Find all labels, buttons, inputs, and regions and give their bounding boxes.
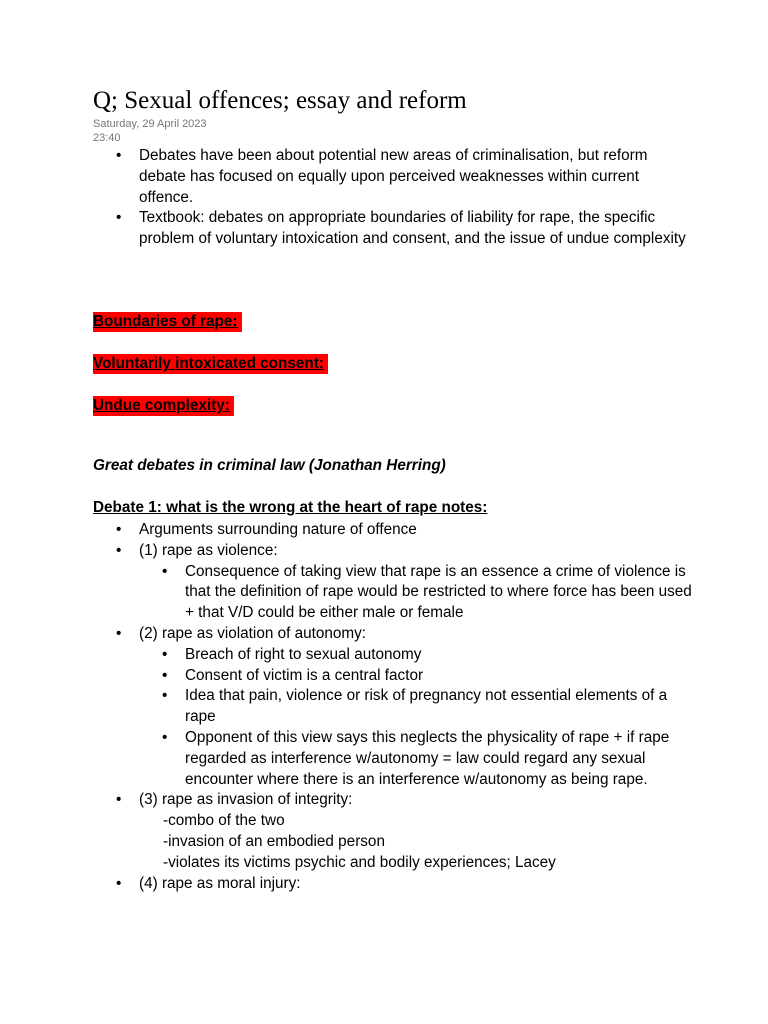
book-heading: Great debates in criminal law (Jonathan Herring): [93, 457, 446, 474]
heading-intoxicated-consent: Voluntarily intoxicated consent:: [93, 354, 328, 374]
list-item: [93, 520, 693, 541]
page-date: Saturday, 29 April 2023: [93, 118, 207, 130]
list-item-text: Arguments surrounding nature of offence: [139, 521, 417, 538]
heading-undue-complexity: Undue complexity:: [93, 396, 234, 416]
note-line: -invasion of an embodied person: [163, 832, 385, 850]
sub-list: [93, 562, 693, 624]
page-time: 23:40: [93, 132, 121, 144]
list-item-text: (1) rape as violence:: [139, 541, 278, 559]
note-line: -combo of the two: [163, 812, 285, 830]
list-item-text: (3) rape as invasion of integrity:: [139, 791, 353, 809]
list-item-text: (2) rape as violation of autonomy:: [139, 624, 367, 642]
sub-list-item: • Opponent of this view says this neglects the physicality of rape + if rape regarded as interference w/autonomy = law could regard any sexual encounter where there is an interference w/autonomy as being rape.: [139, 728, 693, 790]
list-item: • Debates have been about potential new areas of criminalisation, but reform debate has focused on equally upon perceived weaknesses within current offence.: [93, 146, 693, 208]
sub-list-item: • Idea that pain, violence or risk of pregnancy not essential elements of a rape: [139, 686, 693, 728]
list-item: [93, 874, 693, 895]
sub-list-item: • Consequence of taking view that rape is an essence a crime of violence is that the definition of rape would be restricted to where force has been used + that V/D could be either male or female: [139, 562, 693, 624]
sub-list: [93, 645, 693, 791]
sub-list-item: • Consent of victim is a central factor: [139, 666, 693, 687]
list-item-text: (4) rape as moral injury:: [139, 874, 301, 892]
list-item: [93, 541, 693, 624]
debate-list: [93, 520, 693, 894]
heading-boundaries: Boundaries of rape:: [93, 312, 242, 332]
sub-list-item: • Breach of right to sexual autonomy: [139, 645, 693, 666]
note-line: -violates its victims psychic and bodily experiences; Lacey: [163, 853, 556, 871]
list-item: [93, 624, 693, 790]
list-item: [93, 790, 693, 873]
debate-heading: Debate 1: what is the wrong at the heart of rape notes:: [93, 499, 488, 516]
page-title: Q; Sexual offences; essay and reform: [93, 87, 467, 114]
intro-list: [93, 146, 693, 250]
list-item: • Textbook: debates on appropriate boundaries of liability for rape, the specific problem of voluntary intoxication and consent, and the issue of undue complexity: [93, 208, 693, 250]
